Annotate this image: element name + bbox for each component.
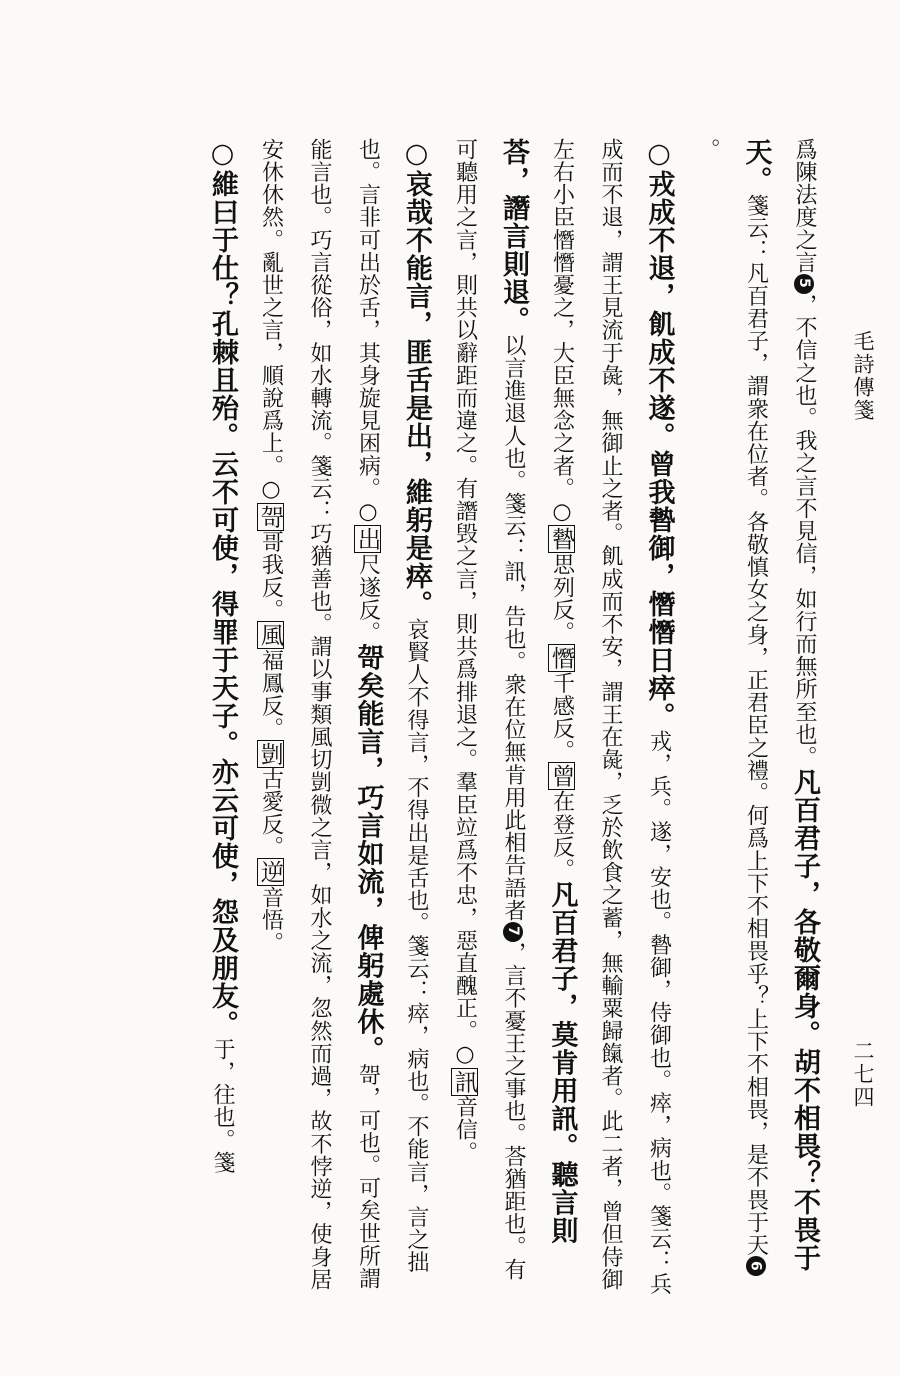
boxed-char: 暬: [547, 527, 576, 552]
commentary-text: 哀賢人不得言，不得出是舌也。箋云：瘁，病也。不能言，言之拙也。言非可出於舌，其身旋見困病。○: [355, 138, 429, 1274]
verse-text: ○哀哉不能言，匪舌是出，維躬是瘁。: [401, 138, 432, 618]
commentary-text: 在登反。: [549, 790, 575, 881]
note-number: 6: [746, 1256, 766, 1276]
note-number: 7: [503, 922, 523, 942]
boxed-char: 訊: [450, 1069, 479, 1094]
boxed-char: 曾: [547, 764, 576, 789]
commentary-text: 福鳳反。: [258, 649, 284, 740]
page-number: 二七四: [851, 1040, 875, 1109]
boxed-char: 逆: [256, 860, 285, 885]
paragraph: [198, 138, 247, 1296]
paragraph: [440, 138, 683, 1296]
paragraph: [246, 138, 440, 1296]
verse-text: ○戎成不退，飢成不遂。曾我暬御，憯憯日瘁。: [643, 138, 675, 730]
commentary-text: 千感反。: [549, 671, 575, 763]
commentary-text: ，言不憂王之事也。荅猶距也。有可聽用之言，則共以辭距而違之。有譖毁之言，則共爲排退之。羣臣竝爲不忠，惡直醜正。○: [452, 138, 526, 1281]
commentary-text: 尺遂反。: [355, 553, 381, 644]
boxed-char: 哿: [256, 504, 285, 529]
verse-text: 哿矣能言，巧言如流，俾躬處休。: [352, 643, 384, 1064]
commentary-text: 以言進退人也。箋云：訊，告也。衆在位無肯用此相告語者: [501, 334, 526, 922]
commentary-text: 哿，可也。可矣世所謂能言也。巧言從俗，如水轉流。箋云：巧猶善也。謂以事類風切剴微之言，如水之流，忽然而過，故不悖逆，使身居安休休然。亂世之言，順說爲上。○: [258, 138, 381, 1291]
paragraph: [683, 138, 829, 1296]
verse-text: 凡百君子，莫肯用訊。聽言則荅，譖言則退。: [498, 138, 578, 1245]
commentary-text: 。: [695, 138, 720, 161]
note-number: 5: [794, 274, 814, 294]
commentary-text: 箋云：凡百君子，謂衆在位者。各敬慎女之身，正君臣之禮。何爲上下不相畏乎？上下不相畏，是不畏于天: [743, 194, 769, 1257]
book-title: 毛詩傳箋: [851, 330, 875, 422]
commentary-text: 音悟。: [258, 886, 284, 955]
commentary-text: 音信。: [452, 1095, 478, 1164]
verse-text: 凡百君子，各敬爾身。胡不相畏？不畏于天。: [740, 138, 820, 1273]
verse-text: ○維曰于仕？孔棘且殆。云不可使，得罪于天子。亦云可使，怨及朋友。: [207, 138, 238, 1038]
commentary-text: 思列反。: [549, 553, 575, 644]
commentary-text: 戎，兵。遂，安也。暬御，侍御也。瘁，病也。箋云：兵成而不退，謂王見流于彘，無御止之者。飢成而不安，謂王在彘，乏於飲食之蓄，無輸粟歸餼者。此二者，曾但侍御左右小臣憯憯憂之，大臣無念之者。○: [549, 138, 672, 1295]
commentary-text: 哥我反。: [258, 530, 284, 622]
boxed-char: 出: [353, 527, 382, 552]
boxed-char: 憯: [547, 645, 576, 670]
commentary-text: 古愛反。: [258, 767, 284, 859]
commentary-text: ，不信之也。我之言不見信，如行而無所至也。: [792, 293, 817, 769]
commentary-text: 爲陳法度之言: [792, 138, 817, 274]
commentary-text: 于，往也。箋: [210, 1038, 235, 1174]
body-text: [48, 138, 828, 1296]
boxed-char: 風: [256, 623, 285, 648]
boxed-char: 剴: [256, 741, 285, 766]
